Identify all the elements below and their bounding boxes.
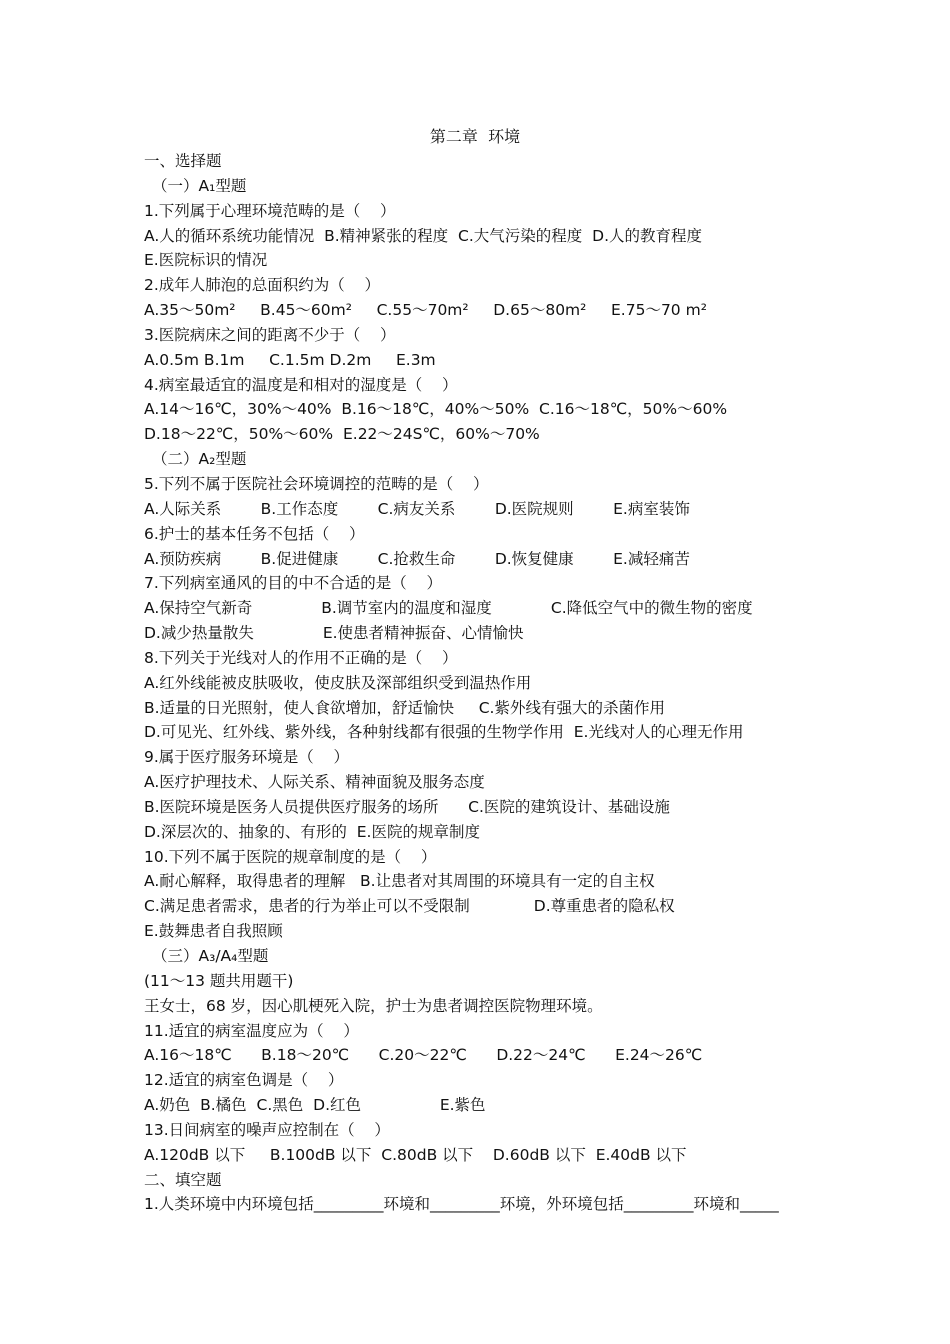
- text-line: B.适量的日光照射，使人食欲增加，舒适愉快 C.紫外线有强大的杀菌作用: [144, 698, 665, 717]
- text-line: C.满足患者需求，患者的行为举止可以不受限制 D.尊重患者的隐私权: [144, 897, 675, 916]
- text-line: A.人的循环系统功能情况 B.精神紧张的程度 C.大气污染的程度 D.人的教育程度: [144, 226, 702, 245]
- text-line: （一）A₁型题: [152, 176, 247, 195]
- text-line: D.深层次的、抽象的、有形的 E.医院的规章制度: [144, 822, 480, 841]
- text-line: D.可见光、红外线、紫外线，各种射线都有很强的生物学作用 E.光线对人的心理无作用: [144, 723, 744, 742]
- text-line: D.减少热量散失 E.使患者精神振奋、心情愉快: [144, 624, 524, 643]
- text-line: 7.下列病室通风的目的中不合适的是（ ）: [144, 574, 442, 593]
- text-line: 10.下列不属于医院的规章制度的是（ ）: [144, 847, 437, 866]
- text-line: 王女士，68 岁，因心肌梗死入院，护士为患者调控医院物理环境。: [144, 996, 603, 1015]
- text-line: A.红外线能被皮肤吸收，使皮肤及深部组织受到温热作用: [144, 673, 532, 692]
- text-line: A.人际关系 B.工作态度 C.病友关系 D.医院规则 E.病室装饰: [144, 499, 690, 518]
- text-line: 2.成年人肺泡的总面积约为（ ）: [144, 276, 380, 295]
- text-line: 二、填空题: [144, 1170, 222, 1189]
- text-line: B.医院环境是医务人员提供医疗服务的场所 C.医院的建筑设计、基础设施: [144, 797, 670, 816]
- text-line: A.预防疾病 B.促进健康 C.抢救生命 D.恢复健康 E.减轻痛苦: [144, 549, 690, 568]
- text-line: A.14～16℃，30%～40% B.16～18℃，40%～50% C.16～18℃，50%～60%: [144, 400, 728, 419]
- chapter-title: 第二章 环境: [429, 127, 521, 146]
- text-line: （二）A₂型题: [152, 450, 247, 469]
- text-line: 5.下列不属于医院社会环境调控的范畴的是（ ）: [144, 474, 489, 493]
- text-line: 6.护士的基本任务不包括（ ）: [144, 524, 365, 543]
- text-line: D.18～22℃，50%～60% E.22～24S℃，60%～70%: [144, 425, 540, 444]
- text-line: 1.人类环境中内环境包括_________环境和_________环境，外环境包括_________环境和_____: [144, 1195, 779, 1214]
- text-line: 1.下列属于心理环境范畴的是（ ）: [144, 201, 396, 220]
- text-line: A.35～50m² B.45～60m² C.55～70m² D.65～80m² E.75～70 m²: [144, 301, 707, 320]
- text-line: A.16～18℃ B.18～20℃ C.20～22℃ D.22～24℃ E.24～26℃: [144, 1046, 703, 1065]
- text-line: 8.下列关于光线对人的作用不正确的是（ ）: [144, 648, 458, 667]
- text-line: (11～13 题共用题干): [144, 971, 294, 990]
- text-line: 12.适宜的病室色调是（ ）: [144, 1071, 344, 1090]
- text-line: 11.适宜的病室温度应为（ ）: [144, 1021, 359, 1040]
- text-line: A.耐心解释，取得患者的理解 B.让患者对其周围的环境具有一定的自主权: [144, 872, 655, 891]
- text-line: A.120dB 以下 B.100dB 以下 C.80dB 以下 D.60dB 以下 E.40dB 以下: [144, 1145, 687, 1164]
- text-line: 4.病室最适宜的温度是和相对的湿度是（ ）: [144, 375, 458, 394]
- text-line: A.0.5m B.1m C.1.5m D.2m E.3m: [144, 350, 436, 369]
- text-line: 一、选择题: [144, 152, 222, 170]
- text-line: E.鼓舞患者自我照顾: [144, 922, 283, 941]
- text-line: A.医疗护理技术、人际关系、精神面貌及服务态度: [144, 773, 485, 792]
- text-line: 13.日间病室的噪声应控制在（ ）: [144, 1120, 390, 1139]
- text-line: 9.属于医疗服务环境是（ ）: [144, 748, 349, 767]
- text-line: A.保持空气新奇 B.调节室内的温度和湿度 C.降低空气中的微生物的密度: [144, 599, 753, 618]
- question-list: [144, 149, 924, 1217]
- text-line: E.医院标识的情况: [144, 251, 268, 270]
- text-line: 3.医院病床之间的距离不少于（ ）: [144, 325, 396, 344]
- text-line: A.奶色 B.橘色 C.黑色 D.红色 E.紫色: [144, 1096, 486, 1115]
- text-line: （三）A₃/A₄型题: [152, 947, 269, 965]
